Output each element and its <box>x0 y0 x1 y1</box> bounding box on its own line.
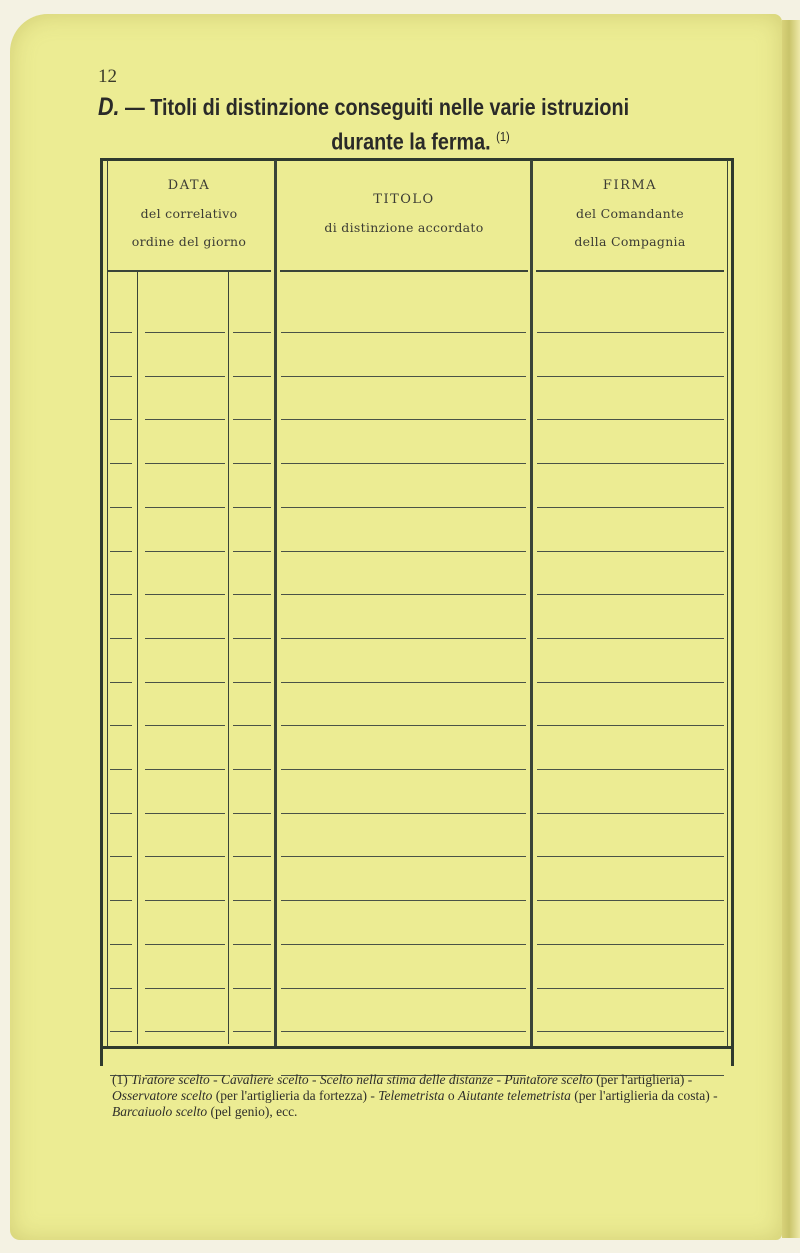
row-rule <box>281 944 526 945</box>
footnote-term: Telemetrista <box>378 1088 445 1103</box>
footnote-sep: - <box>209 1072 222 1087</box>
row-rule <box>110 725 132 726</box>
row-rule <box>537 332 724 333</box>
header-data-line2: ordine del giorno <box>131 234 247 249</box>
row-rule <box>110 376 132 377</box>
header-underline <box>280 270 528 272</box>
row-rule <box>233 507 271 508</box>
row-rule <box>110 1031 132 1032</box>
row-rule <box>537 419 724 420</box>
row-rule <box>537 1031 724 1032</box>
row-rule <box>281 769 526 770</box>
row-rule <box>110 419 132 420</box>
footnote-term: Aiutante telemetrista <box>457 1088 571 1103</box>
row-rule <box>110 769 132 770</box>
date-subcolumn-line <box>137 272 138 1044</box>
row-rule <box>110 332 132 333</box>
row-rule <box>145 463 225 464</box>
row-rule <box>537 856 724 857</box>
column-divider <box>274 160 277 1046</box>
footnote-text: (per l'artiglieria da costa) - <box>570 1088 718 1103</box>
date-subcolumn-line <box>228 272 229 1044</box>
row-rule <box>145 376 225 377</box>
row-rule <box>233 638 271 639</box>
heading-line-2-wrap <box>98 122 743 157</box>
footnote-text: (per l'artiglieria da fortezza) - <box>212 1088 379 1103</box>
row-rule <box>537 682 724 683</box>
row-rule <box>145 551 225 552</box>
row-rule <box>281 856 526 857</box>
heading-line-1: — Titoli di distinzione conseguiti nelle varie istruzioni <box>124 94 630 120</box>
row-rule <box>233 769 271 770</box>
footnote-term: Scelto nella stima delle distanze <box>319 1072 494 1087</box>
row-rule <box>537 507 724 508</box>
row-rule <box>537 725 724 726</box>
row-rule <box>110 682 132 683</box>
row-rule <box>145 638 225 639</box>
row-rule <box>281 1031 526 1032</box>
row-rule <box>233 463 271 464</box>
header-data-title: DATA <box>167 178 211 193</box>
row-rule <box>233 813 271 814</box>
header-firma <box>533 172 727 256</box>
footnote-text: (pel genio), ecc. <box>207 1104 298 1119</box>
row-rule <box>110 813 132 814</box>
row-rule <box>537 900 724 901</box>
row-rule <box>233 900 271 901</box>
row-rule <box>537 813 724 814</box>
footnote-term: Barcaiuolo scelto <box>112 1104 208 1119</box>
row-rule <box>281 813 526 814</box>
row-rule <box>233 594 271 595</box>
footnote-reference: (1) <box>496 129 510 144</box>
footnote <box>112 1072 752 1120</box>
header-data-line1: del correlativo <box>140 206 238 221</box>
row-rule <box>233 682 271 683</box>
row-rule <box>281 988 526 989</box>
row-rule <box>233 376 271 377</box>
page-spine <box>782 20 800 1238</box>
header-firma-line1: del Comandante <box>576 206 684 221</box>
row-rule <box>145 332 225 333</box>
footnote-term: Osservatore scelto <box>112 1088 213 1103</box>
row-rule <box>537 594 724 595</box>
header-titolo-line1: di distinzione accordato <box>324 220 484 235</box>
table-right-foot <box>731 1046 734 1066</box>
footnote-text: (per l'artiglieria) - <box>592 1072 693 1087</box>
row-rule <box>537 551 724 552</box>
row-rule <box>233 332 271 333</box>
row-rule <box>145 725 225 726</box>
row-rule <box>145 769 225 770</box>
row-rule <box>537 988 724 989</box>
row-rule <box>233 725 271 726</box>
row-rule <box>110 507 132 508</box>
header-firma-title: FIRMA <box>602 178 658 193</box>
row-rule <box>233 551 271 552</box>
column-divider <box>530 160 533 1046</box>
row-rule <box>110 988 132 989</box>
row-rule <box>110 594 132 595</box>
row-rule <box>145 900 225 901</box>
row-rule <box>281 419 526 420</box>
header-underline <box>107 270 271 272</box>
table-left-foot <box>100 1046 103 1066</box>
footnote-sep: - <box>308 1072 320 1087</box>
inner-frame-line <box>107 160 108 1046</box>
row-rule <box>281 725 526 726</box>
row-rule <box>537 376 724 377</box>
row-rule <box>281 332 526 333</box>
row-rule <box>281 507 526 508</box>
row-rule <box>281 551 526 552</box>
row-rule <box>537 769 724 770</box>
section-heading <box>98 92 655 157</box>
section-letter: D. <box>98 93 120 121</box>
header-firma-line2: della Compagnia <box>574 234 686 249</box>
row-rule <box>110 638 132 639</box>
row-rule <box>281 682 526 683</box>
row-rule <box>145 419 225 420</box>
row-rule <box>110 551 132 552</box>
row-rule <box>537 638 724 639</box>
row-rule <box>281 638 526 639</box>
row-rule <box>110 900 132 901</box>
row-rule <box>281 900 526 901</box>
footnote-term: Cavaliere scelto <box>221 1072 309 1087</box>
row-rule <box>281 376 526 377</box>
row-rule <box>145 507 225 508</box>
row-rule <box>145 944 225 945</box>
row-rule <box>281 463 526 464</box>
row-rule <box>110 944 132 945</box>
row-rule <box>281 594 526 595</box>
row-rule <box>537 944 724 945</box>
footnote-marker: (1) <box>112 1072 128 1087</box>
row-rule <box>110 463 132 464</box>
footnote-sep: - <box>493 1072 505 1087</box>
row-rule <box>145 813 225 814</box>
heading-line-2: durante la ferma. <box>331 128 491 155</box>
row-rule <box>110 856 132 857</box>
inner-frame-line <box>727 160 728 1046</box>
table-bottom-border <box>100 1046 734 1049</box>
header-data <box>104 172 274 256</box>
table-frame <box>100 158 734 1066</box>
footnote-term: Puntatore scelto <box>504 1072 593 1087</box>
row-rule <box>145 1031 225 1032</box>
row-rule <box>233 1031 271 1032</box>
row-rule <box>233 944 271 945</box>
row-rule <box>233 988 271 989</box>
row-rule <box>145 988 225 989</box>
header-titolo <box>277 186 531 242</box>
footnote-term: Tiratore scelto <box>131 1072 210 1087</box>
row-rule <box>233 856 271 857</box>
row-rule <box>145 682 225 683</box>
header-underline <box>536 270 724 272</box>
row-rule <box>145 856 225 857</box>
row-rule <box>145 594 225 595</box>
footnote-text: o <box>444 1088 458 1103</box>
page-number: 12 <box>98 66 117 87</box>
row-rule <box>537 463 724 464</box>
header-titolo-title: TITOLO <box>373 192 435 207</box>
row-rule <box>233 419 271 420</box>
